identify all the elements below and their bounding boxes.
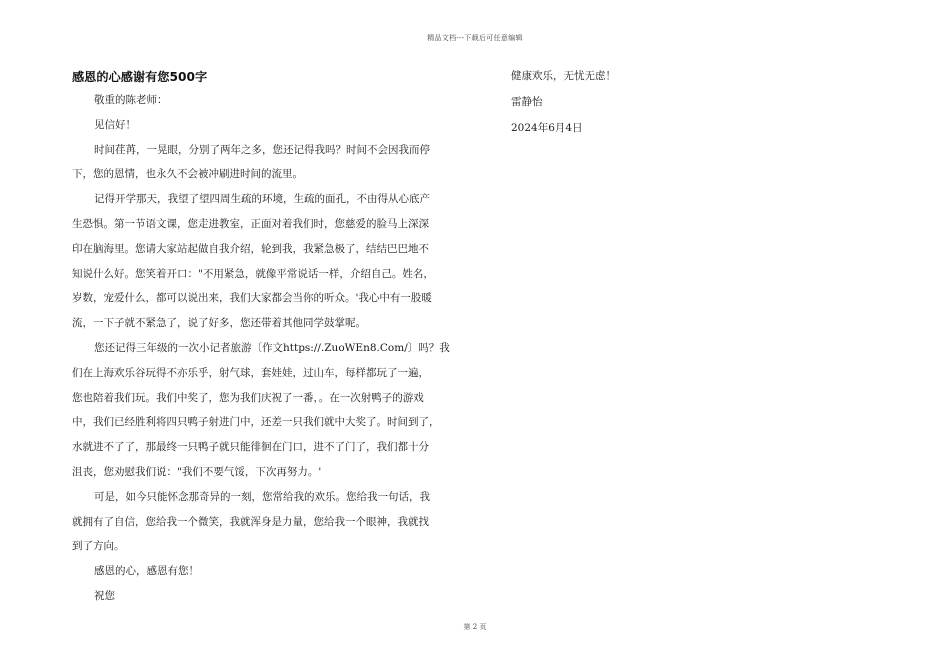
wish-line: 祝您 — [94, 589, 115, 602]
closing-line: 健康欢乐，无忧无虑！ — [511, 70, 616, 82]
letter-body-left-column — [72, 66, 464, 609]
thanks-line: 感恩的心，感恩有您！ — [94, 565, 199, 578]
paragraph-1: 时间荏苒，一晃眼，分别了两年之多，您还记得我吗？时间不会因我而停 下，您的恩情，也永久不会被冲刷进时间的流里。 — [72, 143, 430, 181]
letter-body-right-column — [511, 63, 811, 141]
paragraph-2: 记得开学那天，我望了望四周生疏的环境，生疏的面孔，不由得从心底产 生恐惧。第一节语文课，您走进教室，正面对着我们时，您慈爱的脸马上深深 印在脑海里。您请大家站起做自我介绍，轮到我，我紧急极了，结结巴巴地不 知说什么好。您笑着开口："不用紧急，就像平常说话一样，介绍自己。姓名， 岁数，宠爱什么，都可以说出来，我们大家都会当你的听众。'我心中有一股暖 流，一下子就不紧急了，说了好多，您还带着其他同学鼓掌呢。 — [72, 193, 434, 330]
paragraph-4: 可是，如今只能怀念那奇异的一刻，您常给我的欢乐。您给我一句话，我 就拥有了自信，您给我一个微笑，我就浑身是力量，您给我一个眼神，我就找 到了方向。 — [72, 490, 430, 553]
salutation: 敬重的陈老师： — [94, 94, 168, 106]
signature: 雷静怡 — [511, 96, 543, 108]
letter-date: 2024年6月4日 — [511, 122, 583, 134]
page-header: 精品文档---下载后可任意编辑 — [427, 34, 523, 42]
paragraph-3: 您还记得三年级的一次小记者旅游〔作文https://.ZuoWEn8.Com/〕吗？我 们在上海欢乐谷玩得不亦乐乎，射气球，套娃娃，过山车，每样都玩了一遍， 您也陪着我们玩。我们中奖了，您为我们庆祝了一番，。在一次射鸭子的游戏 中，我们已经胜利将四只鸭子射进门中，还差一只我们就中大奖了。时间到了， 水就进不了了，那最终一只鸭子就只能徘徊在门口，进不了门了，我们都十分 沮丧，您劝慰我们说："我们不要气馁，下次再努力。' — [72, 341, 450, 478]
greeting: 见信好！ — [94, 118, 136, 131]
page-number: 第 2 页 — [463, 623, 487, 631]
letter-title: 感恩的心感谢有您500字 — [72, 70, 208, 84]
